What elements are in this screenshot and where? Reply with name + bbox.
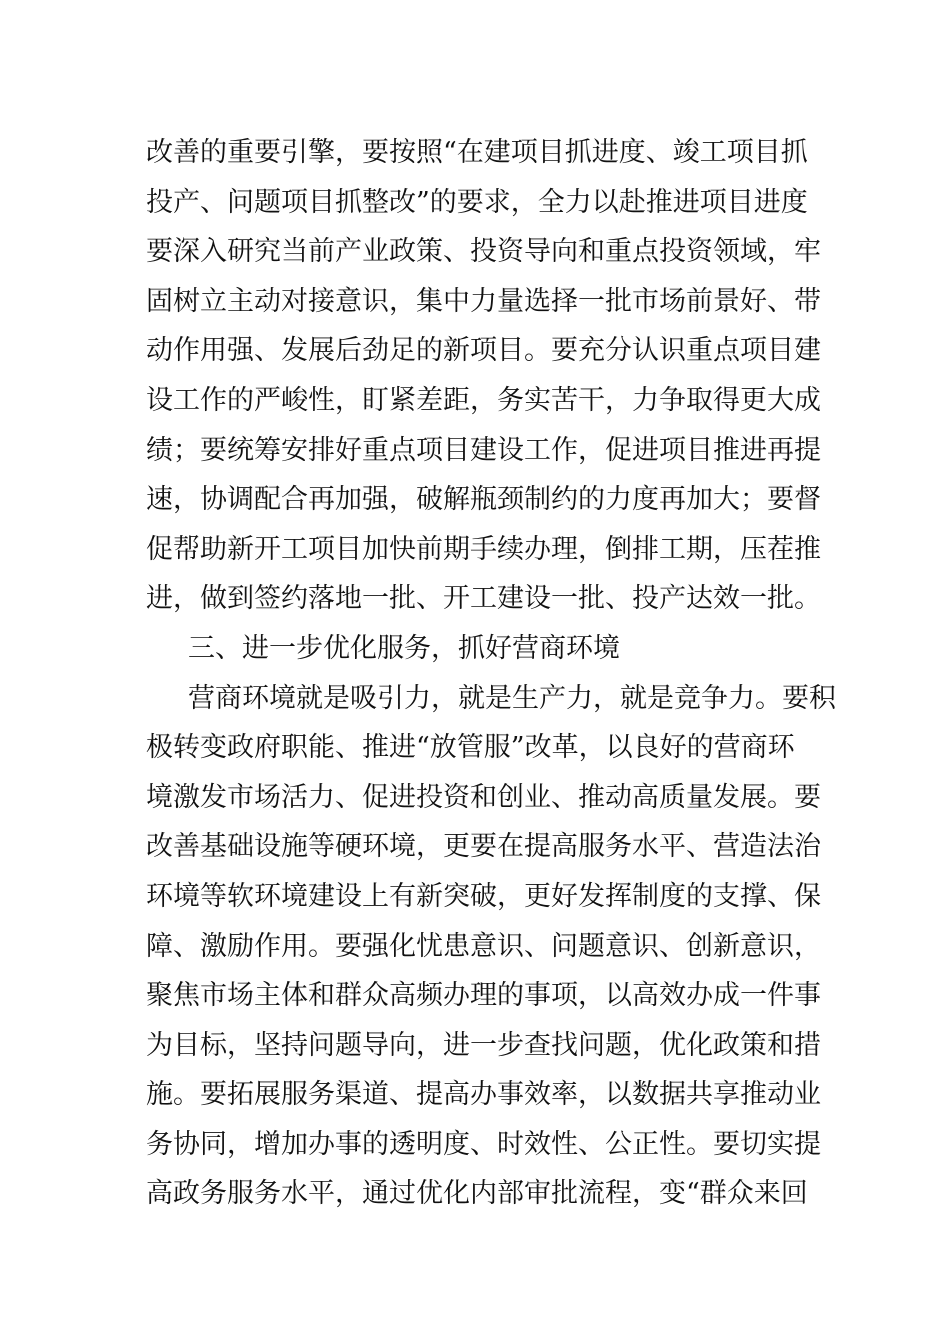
- paragraph-line: 改善基础设施等硬环境，更要在提高服务水平、营造法治: [146, 831, 821, 863]
- paragraph-line: 改善的重要引擎，要按照“在建项目抓进度、竣工项目抓: [146, 137, 808, 168]
- paragraph-line: 营商环境就是吸引力，就是生产力，就是竞争力。要积: [188, 682, 836, 714]
- section-heading: 三、进一步优化服务，抓好营商环境: [188, 632, 620, 664]
- paragraph-line: 设工作的严峻性，盯紧差距，务实苦干，力争取得更大成: [146, 384, 821, 416]
- document-body: [146, 128, 836, 1219]
- paragraph-line: 固树立主动对接意识，集中力量选择一批市场前景好、带: [146, 285, 821, 317]
- paragraph-line: 绩；要统筹安排好重点项目建设工作，促进项目推进再提: [146, 434, 821, 466]
- paragraph-line: 环境等软环境建设上有新突破，更好发挥制度的支撑、保: [146, 880, 821, 912]
- paragraph-line: 施。要拓展服务渠道、提高办事效率，以数据共享推动业: [146, 1079, 821, 1111]
- paragraph-line: 境激发市场活力、促进投资和创业、推动高质量发展。要: [146, 781, 821, 813]
- paragraph-line: 促帮助新开工项目加快前期手续办理，倒排工期，压茬推: [146, 533, 821, 565]
- paragraph-line: 投产、问题项目抓整改”的要求，全力以赴推进项目进度: [146, 186, 808, 218]
- paragraph-line: 高政务服务水平，通过优化内部审批流程，变“群众来回: [146, 1178, 808, 1210]
- paragraph-line: 进，做到签约落地一批、开工建设一批、投产达效一批。: [146, 583, 821, 615]
- paragraph-line: 聚焦市场主体和群众高频办理的事项，以高效办成一件事: [146, 980, 821, 1012]
- paragraph-line: 务协同，增加办事的透明度、时效性、公正性。要切实提: [146, 1128, 821, 1160]
- paragraph-line: 要深入研究当前产业政策、投资导向和重点投资领域，牢: [146, 236, 821, 268]
- paragraph-line: 速，协调配合再加强，破解瓶颈制约的力度再加大；要督: [146, 484, 821, 516]
- paragraph-line: 为目标，坚持问题导向，进一步查找问题，优化政策和措: [146, 1029, 821, 1061]
- paragraph-line: 极转变政府职能、推进“放管服”改革，以良好的营商环: [146, 732, 795, 764]
- paragraph-line: 动作用强、发展后劲足的新项目。要充分认识重点项目建: [146, 335, 821, 367]
- paragraph-line: 障、激励作用。要强化忧患意识、问题意识、创新意识，: [146, 930, 821, 962]
